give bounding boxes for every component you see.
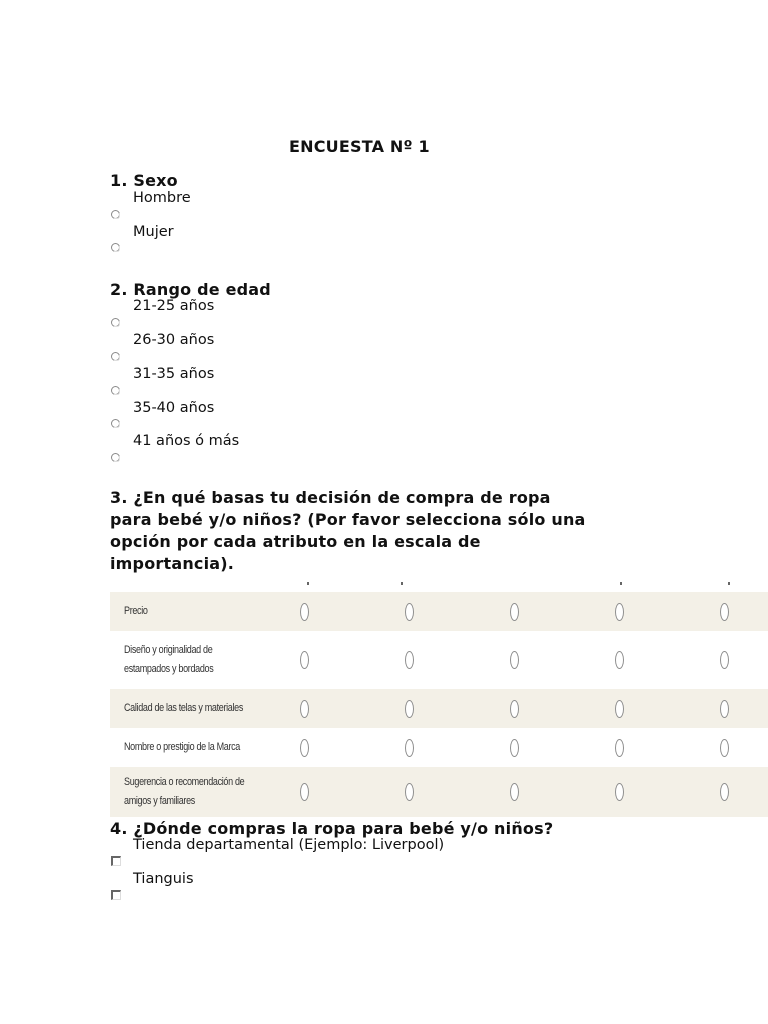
grid-radio[interactable] [510,783,519,801]
grid-radio[interactable] [720,603,729,621]
question-2: 2. Rango de edad [110,280,271,299]
grid-radio[interactable] [720,651,729,669]
grid-radio[interactable] [510,651,519,669]
grid-row-label: Sugerencia o recomendación de amigos y familiares [124,776,245,807]
grid-row-label: Nombre o prestigio de la Marca [124,741,241,753]
grid-row-precio [110,592,768,631]
grid-radio[interactable] [510,739,519,757]
checkbox-tianguis[interactable] [111,890,121,900]
option-label-26-30: 26-30 años [133,332,215,348]
importance-grid-header [110,578,768,592]
radio-mujer[interactable] [111,243,120,252]
option-label-mujer: Mujer [133,224,174,240]
header-tick [728,582,730,585]
option-label-35-40: 35-40 años [133,400,215,416]
grid-radio[interactable] [615,783,624,801]
option-label-tienda: Tienda departamental (Ejemplo: Liverpool) [133,837,445,853]
grid-radio[interactable] [720,783,729,801]
grid-row-calidad [110,689,768,728]
grid-radio[interactable] [300,651,309,669]
radio-hombre[interactable] [111,210,120,219]
question-3 [110,487,586,575]
radio-41-mas[interactable] [111,453,120,462]
grid-radio[interactable] [615,651,624,669]
option-label-21-25: 21-25 años [133,298,215,314]
grid-radio[interactable] [300,603,309,621]
grid-radio[interactable] [405,651,414,669]
radio-26-30[interactable] [111,352,120,361]
grid-row-marca [110,728,768,767]
grid-radio[interactable] [405,739,414,757]
importance-grid [110,578,768,817]
question-3-line-2: para bebé y/o niños? (Por favor selecciona sólo una [110,510,586,529]
question-3-line-4: importancia). [110,554,235,573]
question-4: 4. ¿Dónde compras la ropa para bebé y/o niños? [110,819,554,838]
grid-row-label: Diseño y originalidad de estampados y bordados [124,644,214,675]
grid-row-diseno [110,631,768,689]
question-3-line-1: 3. ¿En qué basas tu decisión de compra de ropa [110,488,551,507]
option-label-41-mas: 41 años ó más [133,433,240,449]
option-label-tianguis: Tianguis [133,871,194,887]
grid-radio[interactable] [510,700,519,718]
grid-radio[interactable] [720,700,729,718]
radio-31-35[interactable] [111,386,120,395]
radio-35-40[interactable] [111,419,120,428]
option-label-31-35: 31-35 años [133,366,215,382]
grid-radio[interactable] [615,603,624,621]
grid-row-sugerencia [110,767,768,817]
checkbox-tienda[interactable] [111,856,121,866]
grid-radio[interactable] [405,700,414,718]
grid-row-label: Precio [124,605,148,617]
radio-21-25[interactable] [111,318,120,327]
grid-radio[interactable] [720,739,729,757]
grid-radio[interactable] [405,603,414,621]
grid-radio[interactable] [300,783,309,801]
grid-radio[interactable] [300,739,309,757]
header-tick [307,582,309,585]
grid-radio[interactable] [510,603,519,621]
grid-radio[interactable] [615,700,624,718]
option-label-hombre: Hombre [133,190,191,206]
header-tick [620,582,622,585]
question-1: 1. Sexo [110,171,178,190]
grid-radio[interactable] [405,783,414,801]
page-title: ENCUESTA Nº 1 [289,137,430,156]
header-tick [401,582,403,585]
grid-radio[interactable] [615,739,624,757]
grid-row-label: Calidad de las telas y materiales [124,702,244,714]
question-3-line-3: opción por cada atributo en la escala de [110,532,481,551]
grid-radio[interactable] [300,700,309,718]
